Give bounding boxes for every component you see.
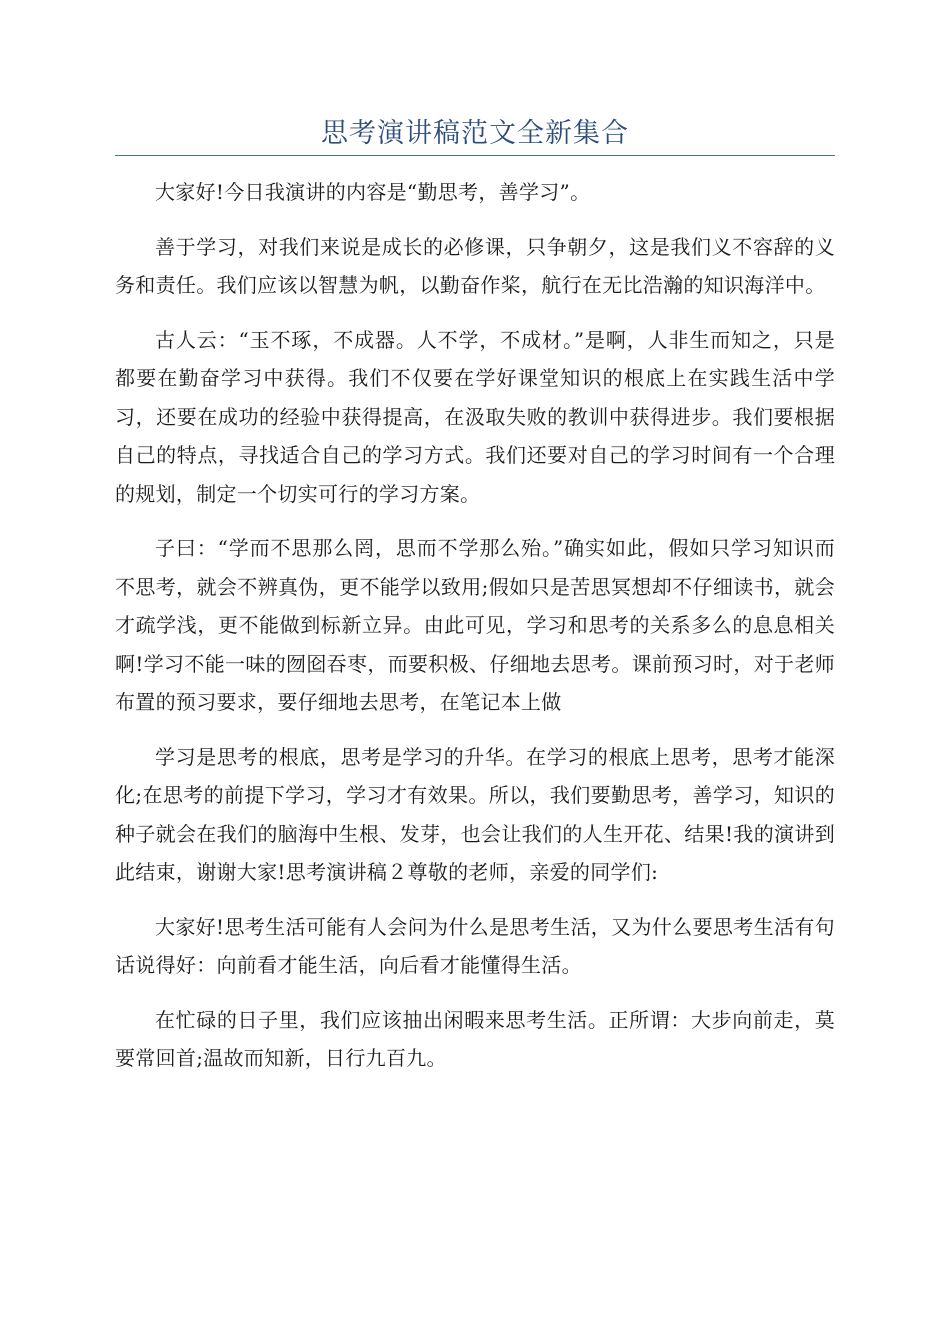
- document-body: [115, 173, 835, 1094]
- paragraph-6: 大家好!思考生活可能有人会问为什么是思考生活，又为什么要思考生活有句话说得好：向前看才能生活，向后看才能懂得生活。: [115, 914, 835, 977]
- document-title: 思考演讲稿范文全新集合: [321, 118, 629, 149]
- paragraph-1: 大家好!今日我演讲的内容是“勤思考，善学习”。: [155, 180, 591, 204]
- title-underline: [115, 155, 835, 156]
- paragraph-2: 善于学习，对我们来说是成长的必修课，只争朝夕，这是我们义不容辞的义务和责任。我们应该以智慧为帆，以勤奋作桨，航行在无比浩瀚的知识海洋中。: [115, 234, 835, 297]
- paragraph-4: 子曰：“学而不思那么罔，思而不学那么殆。”确实如此，假如只学习知识而不思考，就会不辨真伪，更不能学以致用;假如只是苦思冥想却不仔细读书，就会才疏学浅，更不能做到标新立异。由此可见，学习和思考的关系多么的息息相关啊!学习不能一味的囫囵吞枣，而要积极、仔细地去思考。课前预习时，对于老师布置的预习要求，要仔细地去思考，在笔记本上做: [115, 536, 835, 714]
- paragraph-3: 古人云：“玉不琢，不成器。人不学，不成材。”是啊，人非生而知之，只是都要在勤奋学习中获得。我们不仅要在学好课堂知识的根底上在实践生活中学习，还要在成功的经验中获得提高，在汲取失败的教训中获得进步。我们要根据自己的特点，寻找适合自己的学习方式。我们还要对自己的学习时间有一个合理的规划，制定一个切实可行的学习方案。: [115, 327, 835, 506]
- paragraph-5: 学习是思考的根底，思考是学习的升华。在学习的根底上思考，思考才能深化;在思考的前提下学习，学习才有效果。所以，我们要勤思考，善学习，知识的种子就会在我们的脑海中生根、发芽，也会让我们的人生开花、结果!我的演讲到此结束，谢谢大家!思考演讲稿２尊敬的老师，亲爱的同学们:: [115, 744, 835, 884]
- paragraph-7: 在忙碌的日子里，我们应该抽出闲暇来思考生活。正所谓：大步向前走，莫要常回首;温故而知新，日行九百九。: [115, 1007, 835, 1070]
